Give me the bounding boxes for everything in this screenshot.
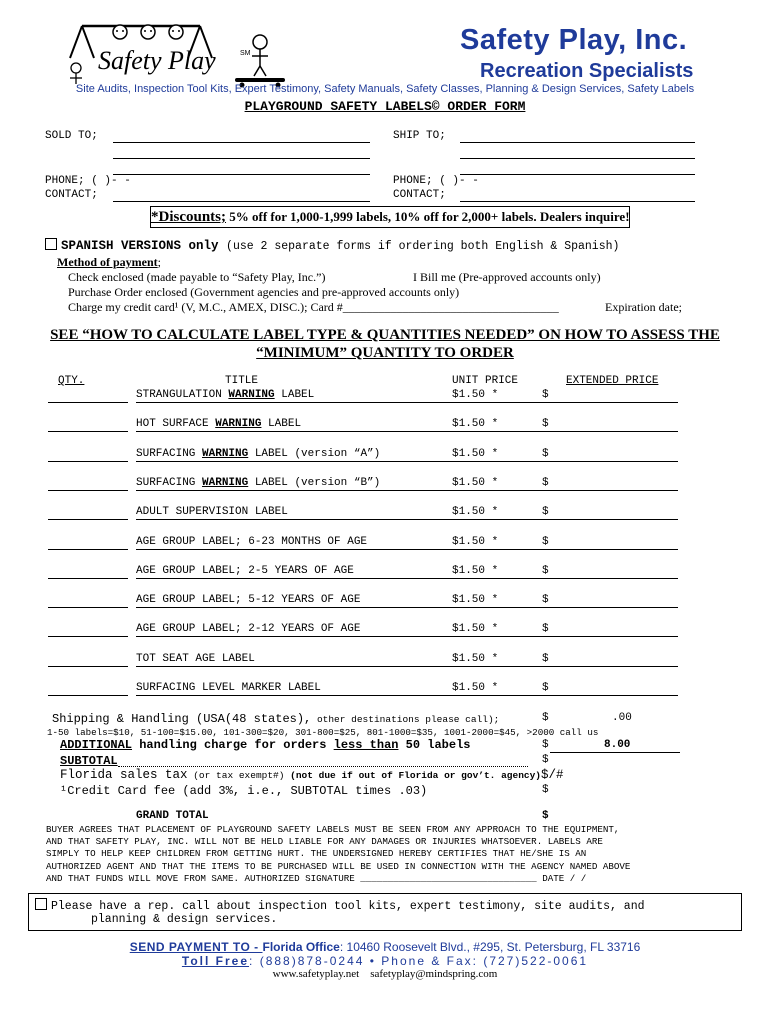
additional-d: 50 labels (398, 738, 471, 752)
row-extended-price[interactable]: $ (542, 506, 549, 518)
row-title-pre: SURFACING LEVEL MARKER LABEL (136, 682, 321, 694)
additional-underline (550, 752, 680, 753)
additional-line (60, 738, 470, 752)
spanish-checkbox[interactable] (45, 238, 57, 250)
row-rule (136, 431, 678, 432)
row-title (136, 594, 360, 606)
discount-box (150, 206, 630, 228)
row-extended-price[interactable]: $ (542, 682, 549, 694)
col-unit-price: UNIT PRICE (452, 375, 519, 387)
row-qty-field[interactable] (48, 490, 128, 491)
row-title (136, 653, 255, 665)
form-title: PLAYGROUND SAFETY LABELS© ORDER FORM (244, 99, 526, 114)
row-unit-price: $1.50 * (452, 448, 499, 460)
ship-to-line-1[interactable] (460, 142, 695, 143)
row-title-post: LABEL (version “B”) (248, 477, 381, 489)
company-name: Safety Play, Inc. (460, 24, 688, 56)
ship-to-line-3[interactable] (460, 174, 695, 175)
row-extended-price[interactable]: $ (542, 389, 549, 401)
logo-text: Safety Play (98, 46, 216, 75)
additional-a: ADDITIONAL (60, 738, 133, 752)
shipping-dollar: $ (542, 712, 549, 724)
spanish-note: (use 2 separate forms if ordering both English & Spanish) (226, 240, 620, 253)
row-unit-price: $1.50 * (452, 536, 499, 548)
contact-left-label: CONTACT; (45, 189, 98, 201)
row-title-pre: AGE GROUP LABEL; 2-5 YEARS OF AGE (136, 565, 354, 577)
row-title-warning: WARNING (202, 477, 249, 489)
row-rule (136, 549, 678, 550)
send-label: SEND PAYMENT TO - (129, 940, 263, 954)
sold-to-line-2[interactable] (113, 158, 370, 159)
payment-check[interactable]: Check enclosed (made payable to “Safety Play, Inc.”) (68, 270, 326, 284)
row-title-pre: AGE GROUP LABEL; 6-23 MONTHS OF AGE (136, 536, 368, 548)
row-qty-field[interactable] (48, 402, 128, 403)
row-rule (136, 666, 678, 667)
shipping-value[interactable]: .00 (612, 712, 632, 724)
row-title-warning: WARNING (215, 418, 262, 430)
subtotal-dots (118, 766, 528, 767)
web-line (0, 968, 770, 980)
ship-to-line-2[interactable] (460, 158, 695, 159)
row-title (136, 389, 314, 401)
row-extended-price[interactable]: $ (542, 594, 549, 606)
row-rule (136, 695, 678, 696)
agreement-line: AND THAT SAFETY PLAY, INC. WILL NOT BE HELD LIABLE FOR ANY DAMAGES OR INJURIES WHATSOEVER. LABELS ARE (46, 836, 603, 848)
cc-fee-dollar[interactable]: $ (542, 784, 549, 796)
ship-to-label: SHIP TO; (393, 130, 446, 142)
phone-right: PHONE; ( )- - (393, 175, 479, 187)
company-logo (60, 18, 290, 90)
payment-heading (57, 255, 161, 270)
row-qty-field[interactable] (48, 461, 128, 462)
row-unit-price: $1.50 * (452, 653, 499, 665)
office-name: Florida Office (262, 940, 340, 954)
row-title (136, 565, 354, 577)
row-extended-price[interactable]: $ (542, 536, 549, 548)
row-unit-price: $1.50 * (452, 594, 499, 606)
rep-call-text-1: Please have a rep. call about inspection tool kits, expert testimony, site audits, and (51, 900, 645, 913)
agreement-line: AND THAT FUNDS WILL MOVE FROM SAME. AUTHORIZED SIGNATURE ________________________________ DATE / / (46, 872, 587, 884)
tax-line (60, 768, 564, 782)
row-extended-price[interactable]: $ (542, 623, 549, 635)
row-title-warning: WARNING (228, 389, 275, 401)
row-extended-price[interactable]: $ (542, 448, 549, 460)
row-title (136, 623, 360, 635)
row-rule (136, 490, 678, 491)
subtotal-dollar[interactable]: $ (542, 754, 549, 766)
payment-bill-me[interactable]: I Bill me (Pre-approved accounts only) (413, 270, 601, 284)
row-unit-price: $1.50 * (452, 418, 499, 430)
agreement-line: SIMPLY TO HELP KEEP CHILDREN FROM GETTING HURT. THE UNDERSIGNED HEREBY CERTIFIES THAT HE/SHE IS AN (46, 848, 587, 860)
sold-to-label: SOLD TO; (45, 130, 98, 142)
rep-call-box (28, 893, 742, 931)
row-qty-field[interactable] (48, 519, 128, 520)
row-qty-field[interactable] (48, 607, 128, 608)
logo-mark: SM (240, 50, 251, 57)
shipping-line (52, 712, 499, 726)
row-title-pre: TOT SEAT AGE LABEL (136, 653, 255, 665)
row-title-pre: AGE GROUP LABEL; 2-12 YEARS OF AGE (136, 623, 361, 635)
row-title-post: LABEL (version “A”) (248, 448, 381, 460)
company-tagline: Recreation Specialists (480, 60, 694, 82)
rep-call-line-1 (35, 898, 645, 913)
row-qty-field[interactable] (48, 431, 128, 432)
row-rule (136, 461, 678, 462)
payment-expiration[interactable]: Expiration date; (605, 300, 682, 314)
shipping-label: Shipping & Handling (USA(48 states), (52, 712, 312, 726)
row-title-pre: SURFACING (136, 448, 203, 460)
row-rule (136, 578, 678, 579)
shipping-note: other destinations please call); (311, 714, 500, 725)
additional-c: less than (333, 738, 399, 752)
row-qty-field[interactable] (48, 578, 128, 579)
tax-note: (or tax exempt#) (187, 770, 285, 781)
row-qty-field[interactable] (48, 695, 128, 696)
row-extended-price[interactable]: $ (542, 477, 549, 489)
payment-purchase-order[interactable]: Purchase Order enclosed (Government agencies and pre-approved accounts only) (68, 285, 460, 299)
tax-label: Florida sales tax (60, 768, 188, 782)
row-title-warning: WARNING (202, 448, 249, 460)
tax-suffix[interactable]: $/# (541, 768, 564, 782)
subtotal-label: SUBTOTAL (60, 754, 118, 768)
services-list: Site Audits, Inspection Tool Kits, Expert Testimony, Safety Manuals, Safety Classes, Planning & Design Services, Safety Labels (75, 83, 695, 95)
row-title-pre: ADULT SUPERVISION LABEL (136, 506, 288, 518)
row-unit-price: $1.50 * (452, 389, 499, 401)
phone-left: PHONE; ( )- - (45, 175, 131, 187)
row-title-post: LABEL (261, 418, 302, 430)
agreement-line: AUTHORIZED AGENT AND THAT THE ITEMS TO BE PURCHASED WILL BE USED IN CONNECTION WITH THE AGENCY NAMED ABOVE (46, 860, 631, 872)
row-extended-price[interactable]: $ (542, 653, 549, 665)
payment-heading-suffix: ; (157, 255, 162, 269)
row-title-pre: STRANGULATION (136, 389, 229, 401)
website-link[interactable]: www.safetyplay.net (272, 968, 360, 980)
shipping-tiers: 1-50 labels=$10, 51-100=$15.00, 101-300=$20, 301-800=$25, 801-1000=$35, 1001-2000=$45, >2000 call us (47, 727, 599, 738)
row-title (136, 536, 367, 548)
discount-text: 5% off for 1,000-1,999 labels, 10% off for 2,000+ labels. Dealers inquire! (226, 209, 630, 224)
row-rule (136, 636, 678, 637)
row-rule (136, 607, 678, 608)
contact-right-label: CONTACT; (393, 189, 446, 201)
additional-b: handling charge for orders (132, 738, 334, 752)
contact-right-line[interactable] (460, 201, 695, 202)
payment-heading-text: Method of payment (57, 255, 158, 269)
row-title-post: LABEL (274, 389, 315, 401)
rep-call-checkbox[interactable] (35, 898, 47, 910)
office-address: : 10460 Roosevelt Blvd., #295, St. Petersburg, FL 33716 (339, 940, 641, 954)
phone-line (0, 954, 770, 968)
row-title-pre: AGE GROUP LABEL; 5-12 YEARS OF AGE (136, 594, 361, 606)
spanish-label: SPANISH VERSIONS only (61, 239, 219, 253)
phone-numbers: : (888)878-0244 • Phone & Fax: (727)522-0061 (249, 954, 589, 968)
col-qty: QTY. (58, 375, 85, 387)
payment-credit-card[interactable]: Charge my credit card¹ (V, M.C., AMEX, DISC.); Card #____________________________________ (68, 300, 559, 314)
grand-total-dollar[interactable]: $ (542, 810, 549, 822)
row-rule (136, 519, 678, 520)
rep-call-line-2: planning & design services. (91, 913, 278, 926)
col-extended-price: EXTENDED PRICE (566, 375, 659, 387)
additional-value[interactable]: 8.00 (604, 739, 631, 751)
discount-lead: *Discounts; (151, 209, 227, 225)
row-qty-field[interactable] (48, 636, 128, 637)
row-rule (136, 402, 678, 403)
cc-fee-label: ¹Credit Card fee (add 3%, i.e., SUBTOTAL times .03) (60, 784, 428, 798)
row-title-pre: HOT SURFACE (136, 418, 216, 430)
grand-total-label: GRAND TOTAL (136, 810, 209, 822)
send-payment-line (0, 940, 770, 954)
row-title (136, 682, 321, 694)
row-unit-price: $1.50 * (452, 477, 499, 489)
toll-free-label: Toll Free (181, 954, 250, 968)
sold-to-line-3[interactable] (113, 174, 370, 175)
row-unit-price: $1.50 * (452, 682, 499, 694)
tax-bold-note: (not due if out of Florida or gov’t. agency) (284, 770, 541, 781)
row-extended-price[interactable]: $ (542, 565, 549, 577)
email-link[interactable]: safetyplay@mindspring.com (370, 968, 498, 980)
additional-dollar: $ (542, 739, 549, 751)
row-title (136, 448, 380, 460)
row-title (136, 477, 380, 489)
row-unit-price: $1.50 * (452, 506, 499, 518)
sold-to-line-1[interactable] (113, 142, 370, 143)
row-title (136, 506, 288, 518)
contact-left-line[interactable] (113, 201, 370, 202)
row-qty-field[interactable] (48, 666, 128, 667)
spanish-option (45, 238, 619, 253)
agreement-line: BUYER AGREES THAT PLACEMENT OF PLAYGROUND SAFETY LABELS MUST BE SEEN FROM ANY APPROACH TO THE EQUIPMENT, (46, 824, 620, 835)
row-unit-price: $1.50 * (452, 623, 499, 635)
col-title: TITLE (225, 375, 259, 387)
row-title-pre: SURFACING (136, 477, 203, 489)
see-quantity-note: SEE “HOW TO CALCULATE LABEL TYPE & QUANTITIES NEEDED” ON HOW TO ASSESS THE “MINIMUM” QUANTITY TO ORDER (50, 327, 720, 361)
row-qty-field[interactable] (48, 549, 128, 550)
row-title (136, 418, 301, 430)
row-extended-price[interactable]: $ (542, 418, 549, 430)
row-unit-price: $1.50 * (452, 565, 499, 577)
